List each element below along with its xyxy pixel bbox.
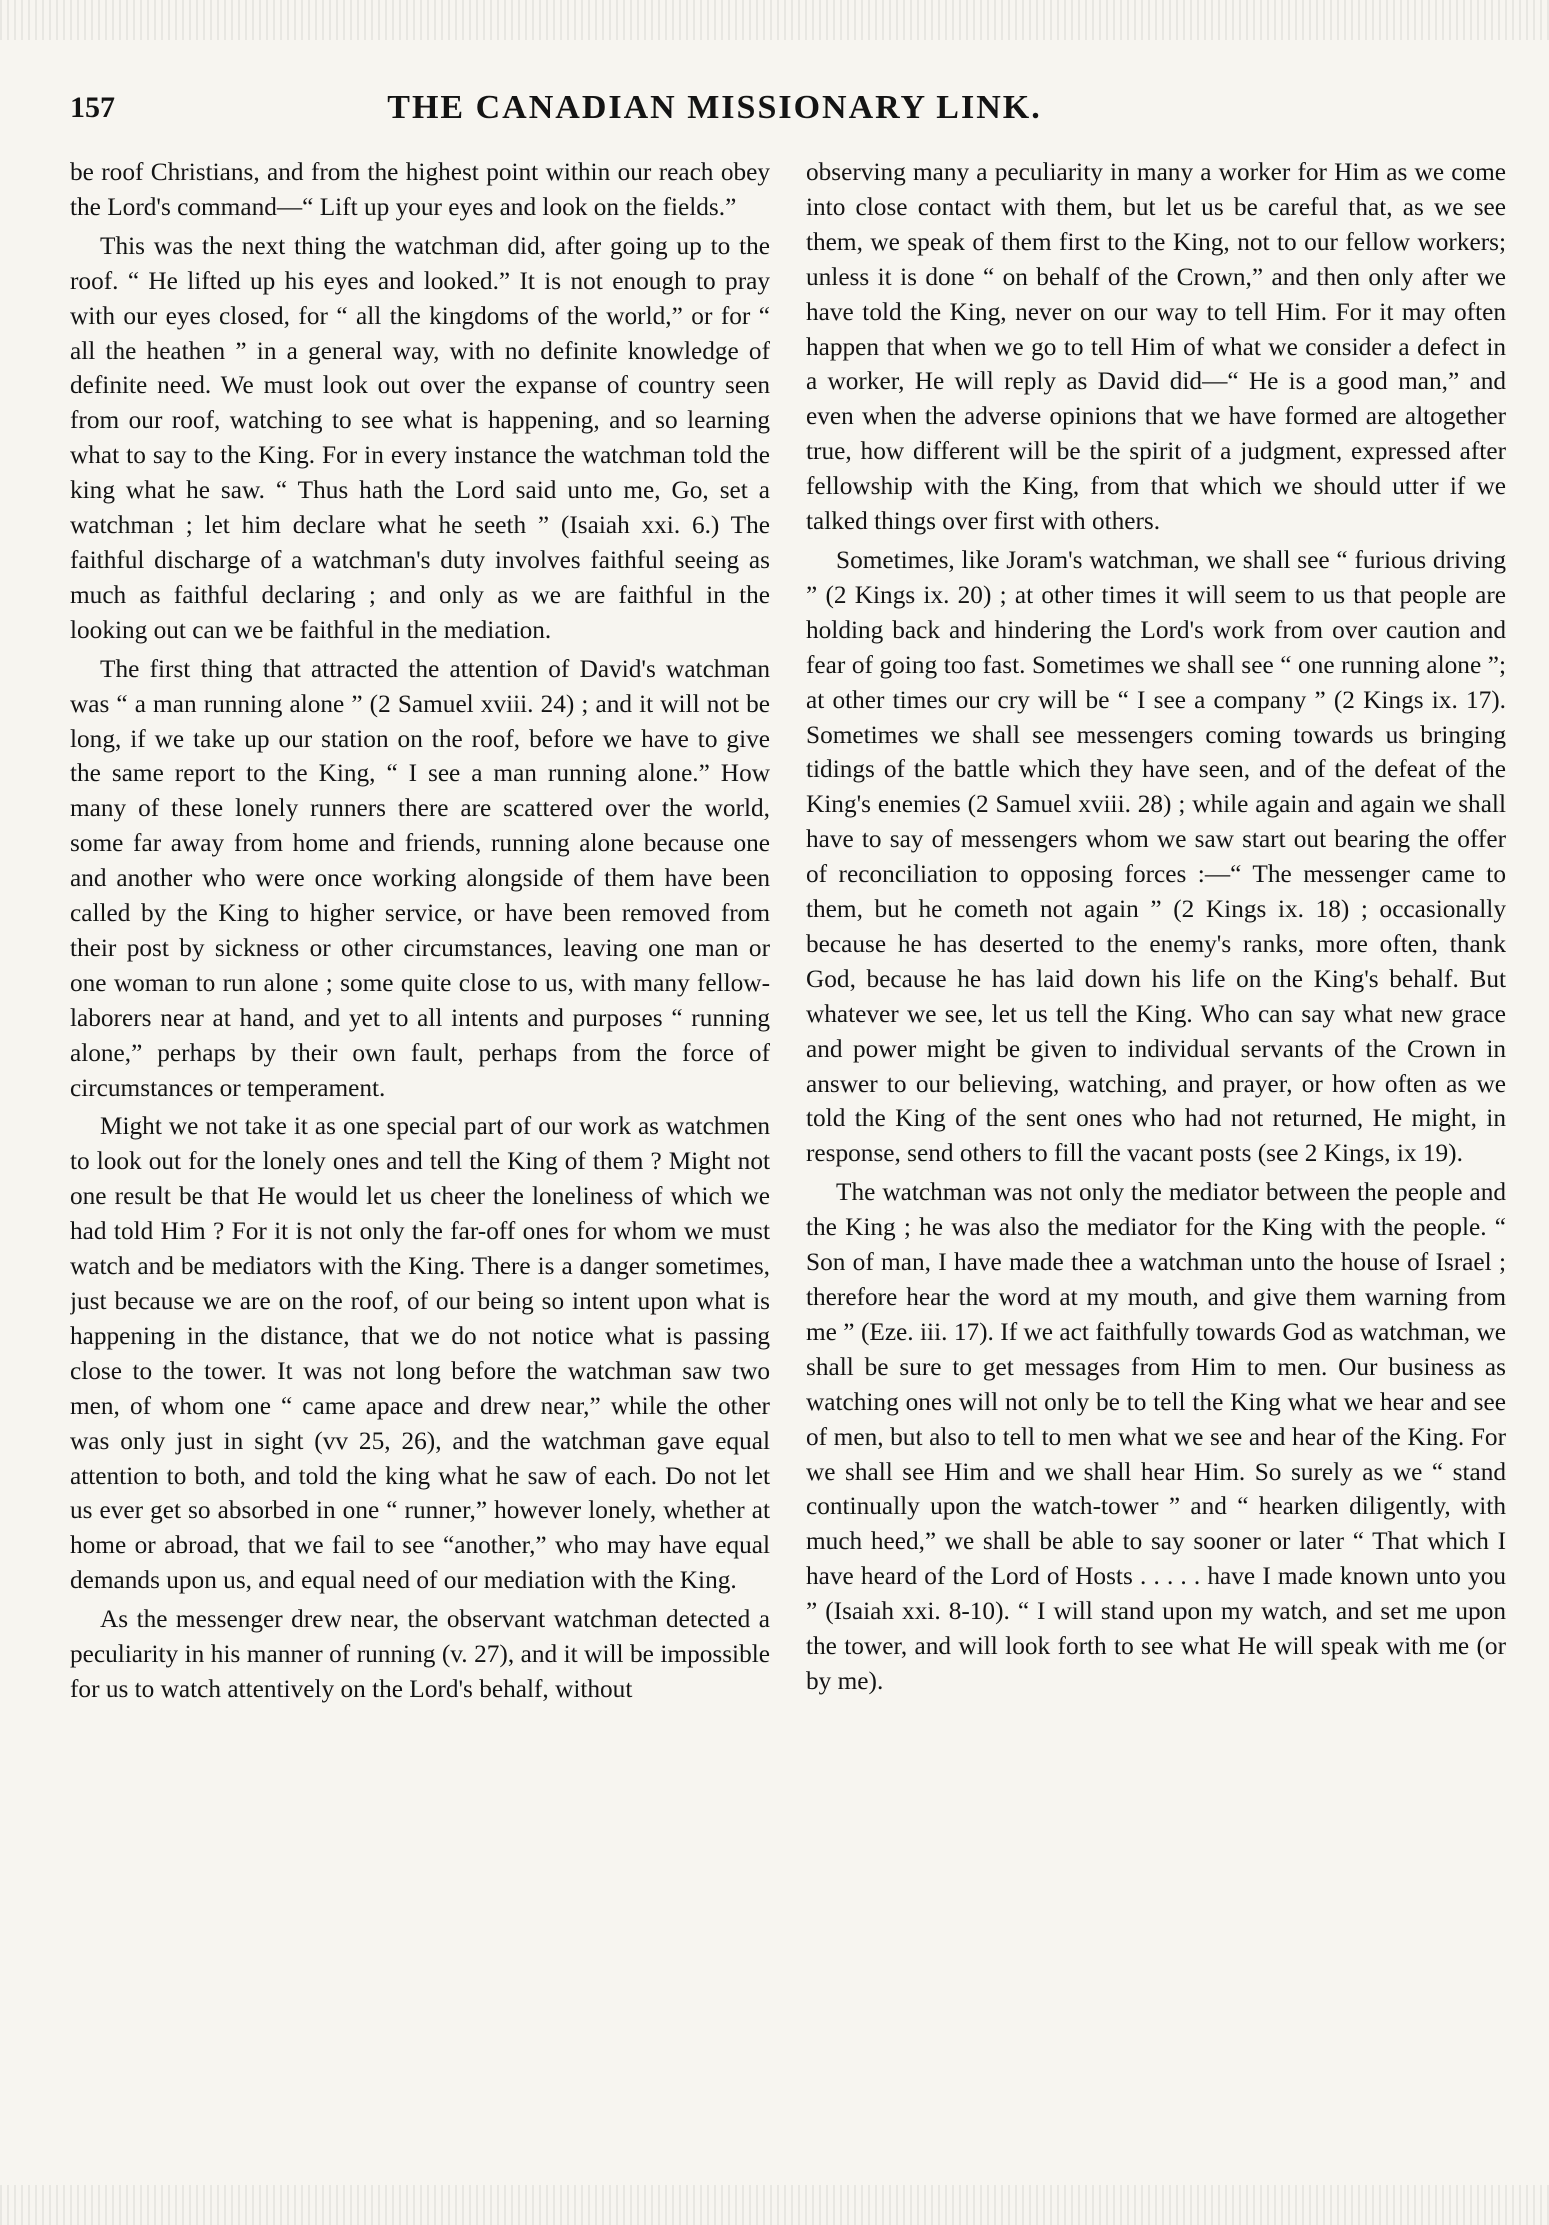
right-column — [806, 155, 1506, 2165]
paragraph: Might we not take it as one special part of our work as watchmen to look out for the lonely ones and tell the King of them ? Might not one result be that He would let us cheer the loneliness of which we had told Him ? For it is not only the far-off ones for whom we must watch and be mediators with the King. There is a danger sometimes, just because we are on the roof, of our being so intent upon what is happening in the distance, that we do not notice what is passing close to the tower. It was not long before the watchman saw two men, of whom one “ came apace and drew near,” while the other was only just in sight (vv 25, 26), and the watchman gave equal attention to both, and told the king what he saw of each. Do not let us ever get so absorbed in one “ runner,” however lonely, whether at home or abroad, that we fail to see “another,” who may have equal demands upon us, and equal need of our mediation with the King. — [70, 1112, 770, 1595]
paragraph: observing many a peculiarity in many a worker for Him as we come into close contact with them, but let us be careful that, as we see them, we speak of them first to the King, not to our fellow workers; unless it is done “ on behalf of the Crown,” and then only after we have told the King, never on our way to tell Him. For it may often happen that when we go to tell Him of what we consider a defect in a worker, He will reply as David did—“ He is a good man,” and even when the adverse opinions that we have formed are altogether true, how different will be the spirit of a judgment, expressed after fellowship with the King, from that which we should utter if we talked things over first with others. — [806, 158, 1506, 536]
page-number: 157 — [70, 91, 115, 124]
left-column — [70, 155, 770, 2165]
scan-noise-top — [0, 0, 1549, 40]
page-header — [70, 78, 1479, 138]
paragraph: This was the next thing the watchman did, after going up to the roof. “ He lifted up his eyes and looked.” It is not enough to pray with our eyes closed, for “ all the kingdoms of the world,” or for “ all the heathen ” in a general way, with no definite knowledge of definite need. We must look out over the expanse of country seen from our roof, watching to see what is happening, and so learning what to say to the King. For in every instance the watchman told the king what he saw. “ Thus hath the Lord said unto me, Go, set a watchman ; let him declare what he seeth ” (Isaiah xxi. 6.) The faithful discharge of a watchman's duty involves faithful seeing as much as faithful declaring ; and only as we are faithful in the looking out can we be faithful in the mediation. — [70, 231, 770, 644]
paragraph: Sometimes, like Joram's watchman, we shall see “ furious driving ” (2 Kings ix. 20) ; at other times it will seem to us that people are holding back and hindering the Lord's work from over caution and fear of going too fast. Sometimes we shall see “ one running alone ”; at other times our cry will be “ I see a company ” (2 Kings ix. 17). Sometimes we shall see messengers coming towards us bringing tidings of the battle which they have seen, and of the defeat of the King's enemies (2 Samuel xviii. 28) ; while again and again we shall have to say of messengers whom we saw start out bearing the offer of reconciliation to opposing forces :—“ The messenger came to them, but he cometh not again ” (2 Kings ix. 18) ; occasionally because he has deserted to the enemy's ranks, more often, thank God, because he has laid down his life on the King's behalf. But whatever we see, let us tell the King. Who can say what new grace and power might be given to individual servants of the Crown in answer to our believing, watching, and prayer, or how often as we told the King of the sent ones who had not returned, He might, in response, send others to fill the vacant posts (see 2 Kings, ix 19). — [806, 545, 1506, 1168]
paragraph: As the messenger drew near, the observant watchman detected a peculiarity in his manner of running (v. 27), and it will be impossible for us to watch attentively on the Lord's behalf, without — [70, 1605, 770, 1703]
paragraph: be roof Christians, and from the highest point within our reach obey the Lord's command—“ Lift up your eyes and look on the fields.” — [70, 158, 770, 221]
scan-noise-bottom — [0, 2185, 1549, 2225]
paragraph: The watchman was not only the mediator between the people and the King ; he was also the mediator for the King with the people. “ Son of man, I have made thee a watchman unto the house of Israel ; therefore hear the word at my mouth, and give them warning from me ” (Eze. iii. 17). If we act faithfully towards God as watchman, we shall be sure to get messages from Him to men. Our business as watching ones will not only be to tell the King what we hear and see of men, but also to tell to men what we see and hear of the King. For we shall see Him and we shall hear Him. So surely as we “ stand continually upon the watch-tower ” and “ hearken diligently, with much heed,” we shall be able to say sooner or later “ That which I have heard of the Lord of Hosts . . . . . have I made known unto you ” (Isaiah xxi. 8-10). “ I will stand upon my watch, and set me upon the tower, and will look forth to see what He will speak with me (or by me). — [806, 1178, 1506, 1695]
journal-title: THE CANADIAN MISSIONARY LINK. — [387, 89, 1042, 126]
paragraph: The first thing that attracted the attention of David's watchman was “ a man running alone ” (2 Samuel xviii. 24) ; and it will not be long, if we take up our station on the roof, before we have to give the same report to the King, “ I see a man running alone.” How many of these lonely runners there are scattered over the world, some far away from home and friends, running alone because one and another who were once working alongside of them have been called by the King to higher service, or have been removed from their post by sickness or other circumstances, leaving one man or one woman to run alone ; some quite close to us, with many fellow-laborers near at hand, and yet to all intents and purposes “ running alone,” perhaps by their own fault, perhaps from the force of circumstances or temperament. — [70, 654, 770, 1102]
